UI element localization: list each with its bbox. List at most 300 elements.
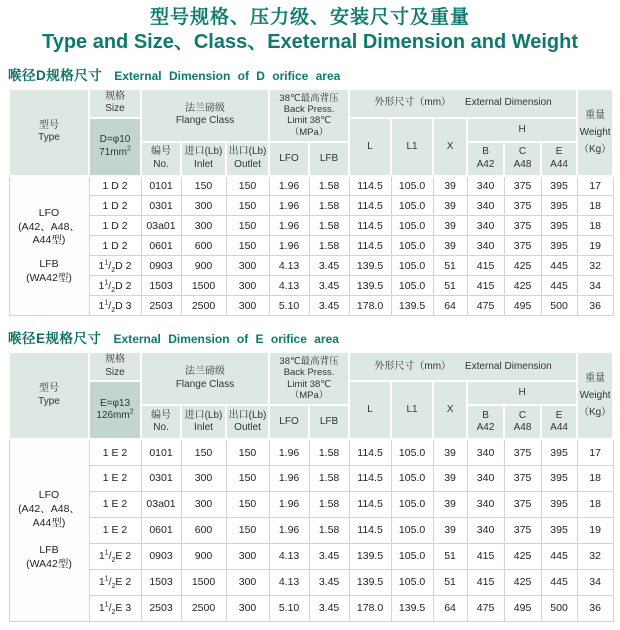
cell-b: 340	[467, 196, 504, 216]
cell-size: $1^1/_2E$ 2	[89, 569, 141, 595]
col-header-flange-en: Flange Class	[175, 115, 235, 127]
cell-outlet: 150	[226, 236, 269, 256]
cell-lfb: 3.45	[309, 595, 349, 621]
col-header-type	[9, 89, 89, 176]
cell-size: 1 D 2	[89, 216, 141, 236]
cell-x: 39	[433, 465, 467, 491]
backpress-line: Back Press.	[283, 367, 335, 379]
cell-lfb: 1.58	[309, 196, 349, 216]
size-spec-line1: E=φ13	[99, 397, 131, 409]
section-title	[8, 64, 612, 84]
e-label: E	[555, 409, 563, 421]
table-row	[9, 276, 613, 296]
cell-c: 375	[504, 517, 541, 543]
cell-l: 139.5	[349, 256, 391, 276]
inlet-cn: 进口(Lb)	[184, 409, 223, 421]
cell-lfo: 4.13	[269, 543, 309, 569]
cell-inlet: 150	[181, 176, 226, 196]
col-header-lfb: LFB	[309, 405, 349, 439]
outlet-en: Outlet	[234, 422, 261, 434]
cell-outlet: 150	[226, 439, 269, 465]
cell-l: 114.5	[349, 216, 391, 236]
cell-lfo: 1.96	[269, 439, 309, 465]
cell-l1: 105.0	[391, 491, 433, 517]
cell-w: 32	[577, 543, 613, 569]
size-spec-cell	[89, 118, 141, 176]
cell-size: 1 D 2	[89, 236, 141, 256]
col-header-type-cn: 型号	[39, 119, 59, 131]
cell-w: 32	[577, 256, 613, 276]
table-row	[9, 569, 613, 595]
col-header-b-a42	[467, 405, 504, 439]
cell-no: 0301	[141, 196, 181, 216]
cell-e: 395	[541, 465, 577, 491]
col-header-lfo: LFO	[269, 405, 309, 439]
cell-l: 114.5	[349, 196, 391, 216]
cell-w: 19	[577, 236, 613, 256]
cell-no: 0301	[141, 465, 181, 491]
col-header-b-a42	[467, 142, 504, 176]
cell-e: 500	[541, 296, 577, 316]
cell-x: 39	[433, 196, 467, 216]
cell-no: 1503	[141, 276, 181, 296]
col-header-type-en: Type	[38, 132, 60, 144]
cell-w: 36	[577, 595, 613, 621]
cell-c: 375	[504, 491, 541, 517]
cell-outlet: 150	[226, 216, 269, 236]
b-sublabel: A42	[476, 422, 495, 434]
table-row	[9, 196, 613, 216]
no-cn: 编号	[151, 409, 171, 421]
cell-no: 1503	[141, 569, 181, 595]
cell-outlet: 150	[226, 196, 269, 216]
c-label: C	[518, 409, 527, 421]
col-header-c-a48	[504, 142, 541, 176]
cell-lfb: 3.45	[309, 256, 349, 276]
cell-outlet: 150	[226, 517, 269, 543]
extdim-cn: 外形尺寸（mm）	[374, 360, 452, 372]
table-row	[9, 439, 613, 465]
cell-no: 03a01	[141, 491, 181, 517]
cell-x: 39	[433, 439, 467, 465]
col-header-l: L	[349, 381, 391, 439]
cell-w: 18	[577, 196, 613, 216]
cell-size: $1^1/_2D$ 3	[89, 296, 141, 316]
extdim-cn: 外形尺寸（mm）	[374, 97, 452, 109]
col-header-no	[141, 405, 181, 439]
cell-l: 139.5	[349, 543, 391, 569]
cell-c: 425	[504, 569, 541, 595]
outlet-en: Outlet	[234, 158, 261, 170]
cell-no: 0101	[141, 176, 181, 196]
col-header-weight	[577, 89, 613, 176]
cell-l1: 139.5	[391, 296, 433, 316]
c-label: C	[518, 146, 527, 158]
cell-l1: 105.0	[391, 256, 433, 276]
cell-w: 17	[577, 439, 613, 465]
col-header-flange-cn: 法兰磅级	[185, 102, 226, 114]
backpress-line: 38℃最高背压	[279, 356, 339, 368]
cell-w: 18	[577, 216, 613, 236]
cell-w: 19	[577, 517, 613, 543]
b-label: B	[482, 146, 489, 158]
cell-inlet: 1500	[181, 276, 226, 296]
cell-x: 39	[433, 216, 467, 236]
cell-lfb: 3.45	[309, 276, 349, 296]
col-header-lfo: LFO	[269, 142, 309, 176]
cell-inlet: 600	[181, 236, 226, 256]
inlet-en: Inlet	[194, 422, 213, 434]
cell-lfb: 1.58	[309, 236, 349, 256]
cell-e: 395	[541, 517, 577, 543]
cell-l1: 105.0	[391, 236, 433, 256]
col-header-weight	[577, 352, 613, 439]
cell-b: 340	[467, 465, 504, 491]
section-title-english: External Dimension of D orifice area	[114, 68, 341, 83]
b-sublabel: A42	[476, 158, 495, 170]
cell-l: 114.5	[349, 176, 391, 196]
section-title-chinese: 喉径E规格尺寸	[8, 331, 102, 347]
col-header-x: X	[433, 118, 467, 176]
table-row	[9, 236, 613, 256]
e-orifice-table	[8, 351, 614, 622]
cell-x: 51	[433, 569, 467, 595]
col-header-size-en: Size	[105, 103, 125, 115]
cell-no: 03a01	[141, 216, 181, 236]
cell-l1: 139.5	[391, 595, 433, 621]
cell-c: 495	[504, 595, 541, 621]
cell-w: 36	[577, 296, 613, 316]
cell-b: 475	[467, 595, 504, 621]
cell-c: 495	[504, 296, 541, 316]
table-row	[9, 296, 613, 316]
cell-outlet: 300	[226, 276, 269, 296]
cell-no: 2503	[141, 595, 181, 621]
cell-size: $1^1/_2D$ 2	[89, 256, 141, 276]
cell-lfo: 5.10	[269, 296, 309, 316]
cell-size: 1 D 2	[89, 176, 141, 196]
no-en: No.	[153, 158, 169, 170]
cell-l1: 105.0	[391, 196, 433, 216]
table-header	[9, 352, 613, 439]
table-row	[9, 595, 613, 621]
col-header-size-cn: 规格	[105, 90, 125, 102]
d-orifice-table	[8, 88, 614, 317]
cell-inlet: 600	[181, 517, 226, 543]
cell-lfo: 5.10	[269, 595, 309, 621]
cell-outlet: 300	[226, 595, 269, 621]
cell-e: 500	[541, 595, 577, 621]
col-header-back-pressure	[269, 352, 349, 405]
col-header-type-en: Type	[38, 395, 60, 407]
cell-b: 415	[467, 276, 504, 296]
page-title-english: Type and Size、Class、Exeternal Dimension and Weight	[41, 30, 579, 53]
col-header-no	[141, 142, 181, 176]
cell-outlet: 150	[226, 465, 269, 491]
cell-c: 425	[504, 256, 541, 276]
cell-lfo: 1.96	[269, 491, 309, 517]
col-header-lfb: LFB	[309, 142, 349, 176]
cell-e: 445	[541, 256, 577, 276]
cell-lfo: 4.13	[269, 569, 309, 595]
weight-cn: 重量	[585, 373, 606, 385]
page-title-chinese: 型号规格、压力级、安装尺寸及重量	[149, 7, 470, 28]
type-cell	[9, 176, 89, 316]
cell-c: 425	[504, 543, 541, 569]
cell-l1: 105.0	[391, 517, 433, 543]
cell-no: 0601	[141, 517, 181, 543]
cell-lfo: 4.13	[269, 256, 309, 276]
no-en: No.	[153, 422, 169, 434]
type-group-label: LFO (A42、A48、 A44型)	[18, 206, 80, 247]
cell-l: 178.0	[349, 296, 391, 316]
cell-w: 18	[577, 465, 613, 491]
col-header-flange-class	[141, 352, 269, 405]
inlet-en: Inlet	[194, 158, 213, 170]
cell-x: 64	[433, 296, 467, 316]
backpress-line: （MPa）	[289, 390, 329, 402]
col-header-l1: L1	[391, 118, 433, 176]
cell-l: 114.5	[349, 517, 391, 543]
col-header-outlet	[226, 405, 269, 439]
cell-x: 39	[433, 517, 467, 543]
e-sublabel: A44	[550, 422, 568, 434]
col-header-c-a48	[504, 405, 541, 439]
cell-lfb: 1.58	[309, 491, 349, 517]
cell-l1: 105.0	[391, 543, 433, 569]
table-body	[9, 439, 613, 621]
cell-lfb: 1.58	[309, 517, 349, 543]
cell-b: 415	[467, 256, 504, 276]
weight-unit: （Kg）	[578, 407, 612, 419]
cell-x: 64	[433, 595, 467, 621]
cell-outlet: 300	[226, 296, 269, 316]
e-sublabel: A44	[550, 158, 568, 170]
col-header-e-a44	[541, 142, 577, 176]
inlet-cn: 进口(Lb)	[184, 146, 223, 158]
cell-b: 340	[467, 216, 504, 236]
backpress-line: Limit 38℃	[287, 378, 331, 390]
cell-e: 395	[541, 236, 577, 256]
type-cell	[9, 439, 89, 621]
col-header-size-en: Size	[105, 366, 125, 378]
cell-lfb: 1.58	[309, 216, 349, 236]
col-header-outlet	[226, 142, 269, 176]
cell-e: 445	[541, 276, 577, 296]
cell-l1: 105.0	[391, 276, 433, 296]
table-row	[9, 256, 613, 276]
section-d-orifice	[8, 64, 612, 317]
cell-b: 475	[467, 296, 504, 316]
table-row	[9, 465, 613, 491]
cell-e: 395	[541, 216, 577, 236]
col-header-type	[9, 352, 89, 439]
cell-lfo: 1.96	[269, 236, 309, 256]
cell-no: 0903	[141, 543, 181, 569]
cell-x: 51	[433, 543, 467, 569]
cell-inlet: 150	[181, 439, 226, 465]
weight-en: Weight	[579, 126, 611, 138]
cell-inlet: 300	[181, 465, 226, 491]
e-label: E	[555, 146, 563, 158]
section-title	[8, 327, 612, 347]
cell-outlet: 300	[226, 569, 269, 595]
cell-no: 2503	[141, 296, 181, 316]
col-header-l: L	[349, 118, 391, 176]
cell-lfb: 3.45	[309, 543, 349, 569]
cell-inlet: 300	[181, 216, 226, 236]
cell-w: 17	[577, 176, 613, 196]
cell-e: 445	[541, 543, 577, 569]
cell-l1: 105.0	[391, 569, 433, 595]
cell-l: 114.5	[349, 439, 391, 465]
cell-lfo: 1.96	[269, 176, 309, 196]
weight-en: Weight	[579, 390, 611, 402]
b-label: B	[482, 409, 489, 421]
cell-no: 0601	[141, 236, 181, 256]
cell-l: 178.0	[349, 595, 391, 621]
backpress-line: 38℃最高背压	[279, 92, 339, 104]
col-header-flange-class	[141, 89, 269, 142]
cell-inlet: 300	[181, 196, 226, 216]
cell-x: 51	[433, 256, 467, 276]
backpress-line: （MPa）	[289, 126, 329, 138]
cell-c: 375	[504, 216, 541, 236]
col-header-flange-cn: 法兰磅级	[185, 366, 226, 378]
col-header-external-dimension	[349, 352, 577, 381]
cell-size: 1 E 2	[89, 465, 141, 491]
cell-size: 1 E 2	[89, 517, 141, 543]
cell-c: 375	[504, 196, 541, 216]
col-header-h: H	[467, 118, 577, 142]
cell-b: 415	[467, 543, 504, 569]
col-header-e-a44	[541, 405, 577, 439]
cell-l: 114.5	[349, 236, 391, 256]
cell-outlet: 300	[226, 543, 269, 569]
cell-c: 375	[504, 176, 541, 196]
cell-x: 39	[433, 236, 467, 256]
cell-w: 34	[577, 276, 613, 296]
col-header-x: X	[433, 381, 467, 439]
table-row	[9, 176, 613, 196]
col-header-inlet	[181, 405, 226, 439]
cell-x: 39	[433, 491, 467, 517]
extdim-en: External Dimension	[465, 97, 552, 109]
cell-inlet: 900	[181, 256, 226, 276]
type-group-label: LFB (WA42型)	[26, 257, 72, 284]
table-body	[9, 176, 613, 316]
col-header-flange-en: Flange Class	[175, 378, 235, 390]
backpress-line: Limit 38℃	[287, 115, 331, 127]
cell-lfb: 1.58	[309, 176, 349, 196]
cell-c: 375	[504, 439, 541, 465]
cell-outlet: 150	[226, 491, 269, 517]
section-e-orifice	[8, 327, 612, 622]
cell-b: 415	[467, 569, 504, 595]
cell-b: 340	[467, 176, 504, 196]
cell-lfo: 1.96	[269, 196, 309, 216]
cell-lfo: 1.96	[269, 517, 309, 543]
cell-b: 340	[467, 491, 504, 517]
cell-e: 395	[541, 439, 577, 465]
cell-w: 18	[577, 491, 613, 517]
cell-size: 1 E 2	[89, 439, 141, 465]
cell-size: $1^1/_2E$ 2	[89, 543, 141, 569]
cell-size: $1^1/_2D$ 2	[89, 276, 141, 296]
cell-inlet: 300	[181, 491, 226, 517]
cell-l1: 105.0	[391, 465, 433, 491]
col-header-type-cn: 型号	[39, 383, 59, 395]
col-header-l1: L1	[391, 381, 433, 439]
cell-c: 375	[504, 465, 541, 491]
outlet-cn: 出口(Lb)	[228, 409, 267, 421]
table-row	[9, 491, 613, 517]
extdim-en: External Dimension	[465, 360, 552, 372]
cell-lfb: 3.45	[309, 296, 349, 316]
cell-inlet: 2500	[181, 296, 226, 316]
cell-lfb: 1.58	[309, 439, 349, 465]
cell-lfb: 1.58	[309, 465, 349, 491]
cell-no: 0903	[141, 256, 181, 276]
cell-lfb: 3.45	[309, 569, 349, 595]
table-row	[9, 517, 613, 543]
cell-w: 34	[577, 569, 613, 595]
cell-c: 375	[504, 236, 541, 256]
cell-x: 51	[433, 276, 467, 296]
weight-unit: （Kg）	[578, 143, 612, 155]
cell-e: 395	[541, 176, 577, 196]
col-header-inlet	[181, 142, 226, 176]
cell-l: 139.5	[349, 569, 391, 595]
cell-inlet: 900	[181, 543, 226, 569]
cell-inlet: 2500	[181, 595, 226, 621]
size-spec-line1: D=φ10	[99, 134, 131, 146]
c-sublabel: A48	[513, 158, 532, 170]
cell-l: 114.5	[349, 491, 391, 517]
outlet-cn: 出口(Lb)	[228, 146, 267, 158]
cell-lfo: 1.96	[269, 216, 309, 236]
cell-e: 395	[541, 196, 577, 216]
col-header-size	[89, 352, 141, 381]
col-header-back-pressure	[269, 89, 349, 142]
col-header-size	[89, 89, 141, 118]
cell-b: 340	[467, 439, 504, 465]
cell-x: 39	[433, 176, 467, 196]
cell-no: 0101	[141, 439, 181, 465]
cell-b: 340	[467, 236, 504, 256]
size-spec-line2: $71mm^2$	[99, 145, 131, 158]
section-title-chinese: 喉径D规格尺寸	[8, 67, 103, 83]
backpress-line: Back Press.	[283, 103, 335, 115]
cell-size: 1 D 2	[89, 196, 141, 216]
cell-e: 395	[541, 491, 577, 517]
cell-l: 139.5	[349, 276, 391, 296]
section-title-english: External Dimension of E orifice area	[113, 332, 339, 347]
table-header	[9, 89, 613, 176]
type-group-label: LFB (WA42型)	[26, 544, 72, 571]
cell-c: 425	[504, 276, 541, 296]
cell-outlet: 300	[226, 256, 269, 276]
cell-inlet: 1500	[181, 569, 226, 595]
cell-l1: 105.0	[391, 216, 433, 236]
cell-e: 445	[541, 569, 577, 595]
size-spec-cell	[89, 381, 141, 439]
weight-cn: 重量	[585, 109, 606, 121]
c-sublabel: A48	[513, 422, 532, 434]
col-header-size-cn: 规格	[105, 354, 125, 366]
table-row	[9, 543, 613, 569]
cell-lfo: 4.13	[269, 276, 309, 296]
